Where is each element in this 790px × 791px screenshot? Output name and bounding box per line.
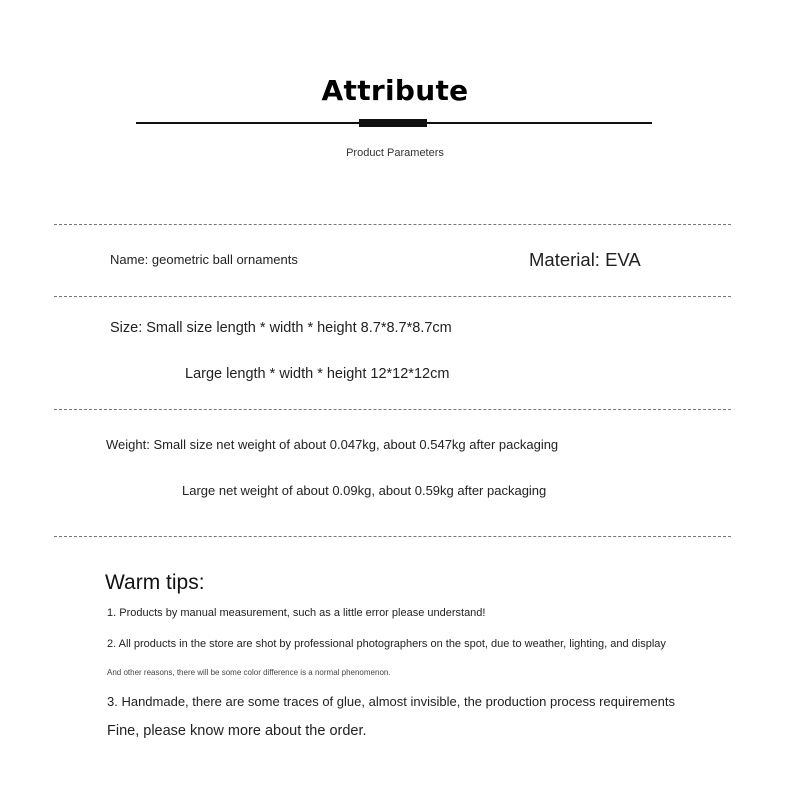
tip-1: 1. Products by manual measurement, such as a little error please understand!	[107, 607, 486, 619]
divider	[54, 224, 731, 225]
page-title: Attribute	[321, 74, 469, 107]
divider	[54, 296, 731, 297]
tip-3: 3. Handmade, there are some traces of glue, almost invisible, the production process requirements	[107, 694, 675, 709]
page-subtitle: Product Parameters	[346, 147, 444, 159]
tip-3-continued: Fine, please know more about the order.	[107, 723, 367, 739]
param-weight-large: Large net weight of about 0.09kg, about 0.59kg after packaging	[182, 483, 547, 498]
divider	[54, 409, 731, 410]
tips-heading: Warm tips:	[105, 571, 205, 594]
param-size-large: Large length * width * height 12*12*12cm	[185, 366, 450, 382]
tip-2: 2. All products in the store are shot by professional photographers on the spot, due to weather, lighting, and display	[107, 638, 666, 650]
param-weight-small: Weight: Small size net weight of about 0.047kg, about 0.547kg after packaging	[106, 437, 559, 452]
title-underline-accent	[359, 119, 427, 127]
tip-2-continued: And other reasons, there will be some color difference is a normal phenomenon.	[107, 668, 391, 677]
param-material: Material: EVA	[529, 249, 641, 270]
divider	[54, 536, 731, 537]
param-name: Name: geometric ball ornaments	[110, 252, 298, 267]
param-size-small: Size: Small size length * width * height 8.7*8.7*8.7cm	[110, 320, 452, 336]
